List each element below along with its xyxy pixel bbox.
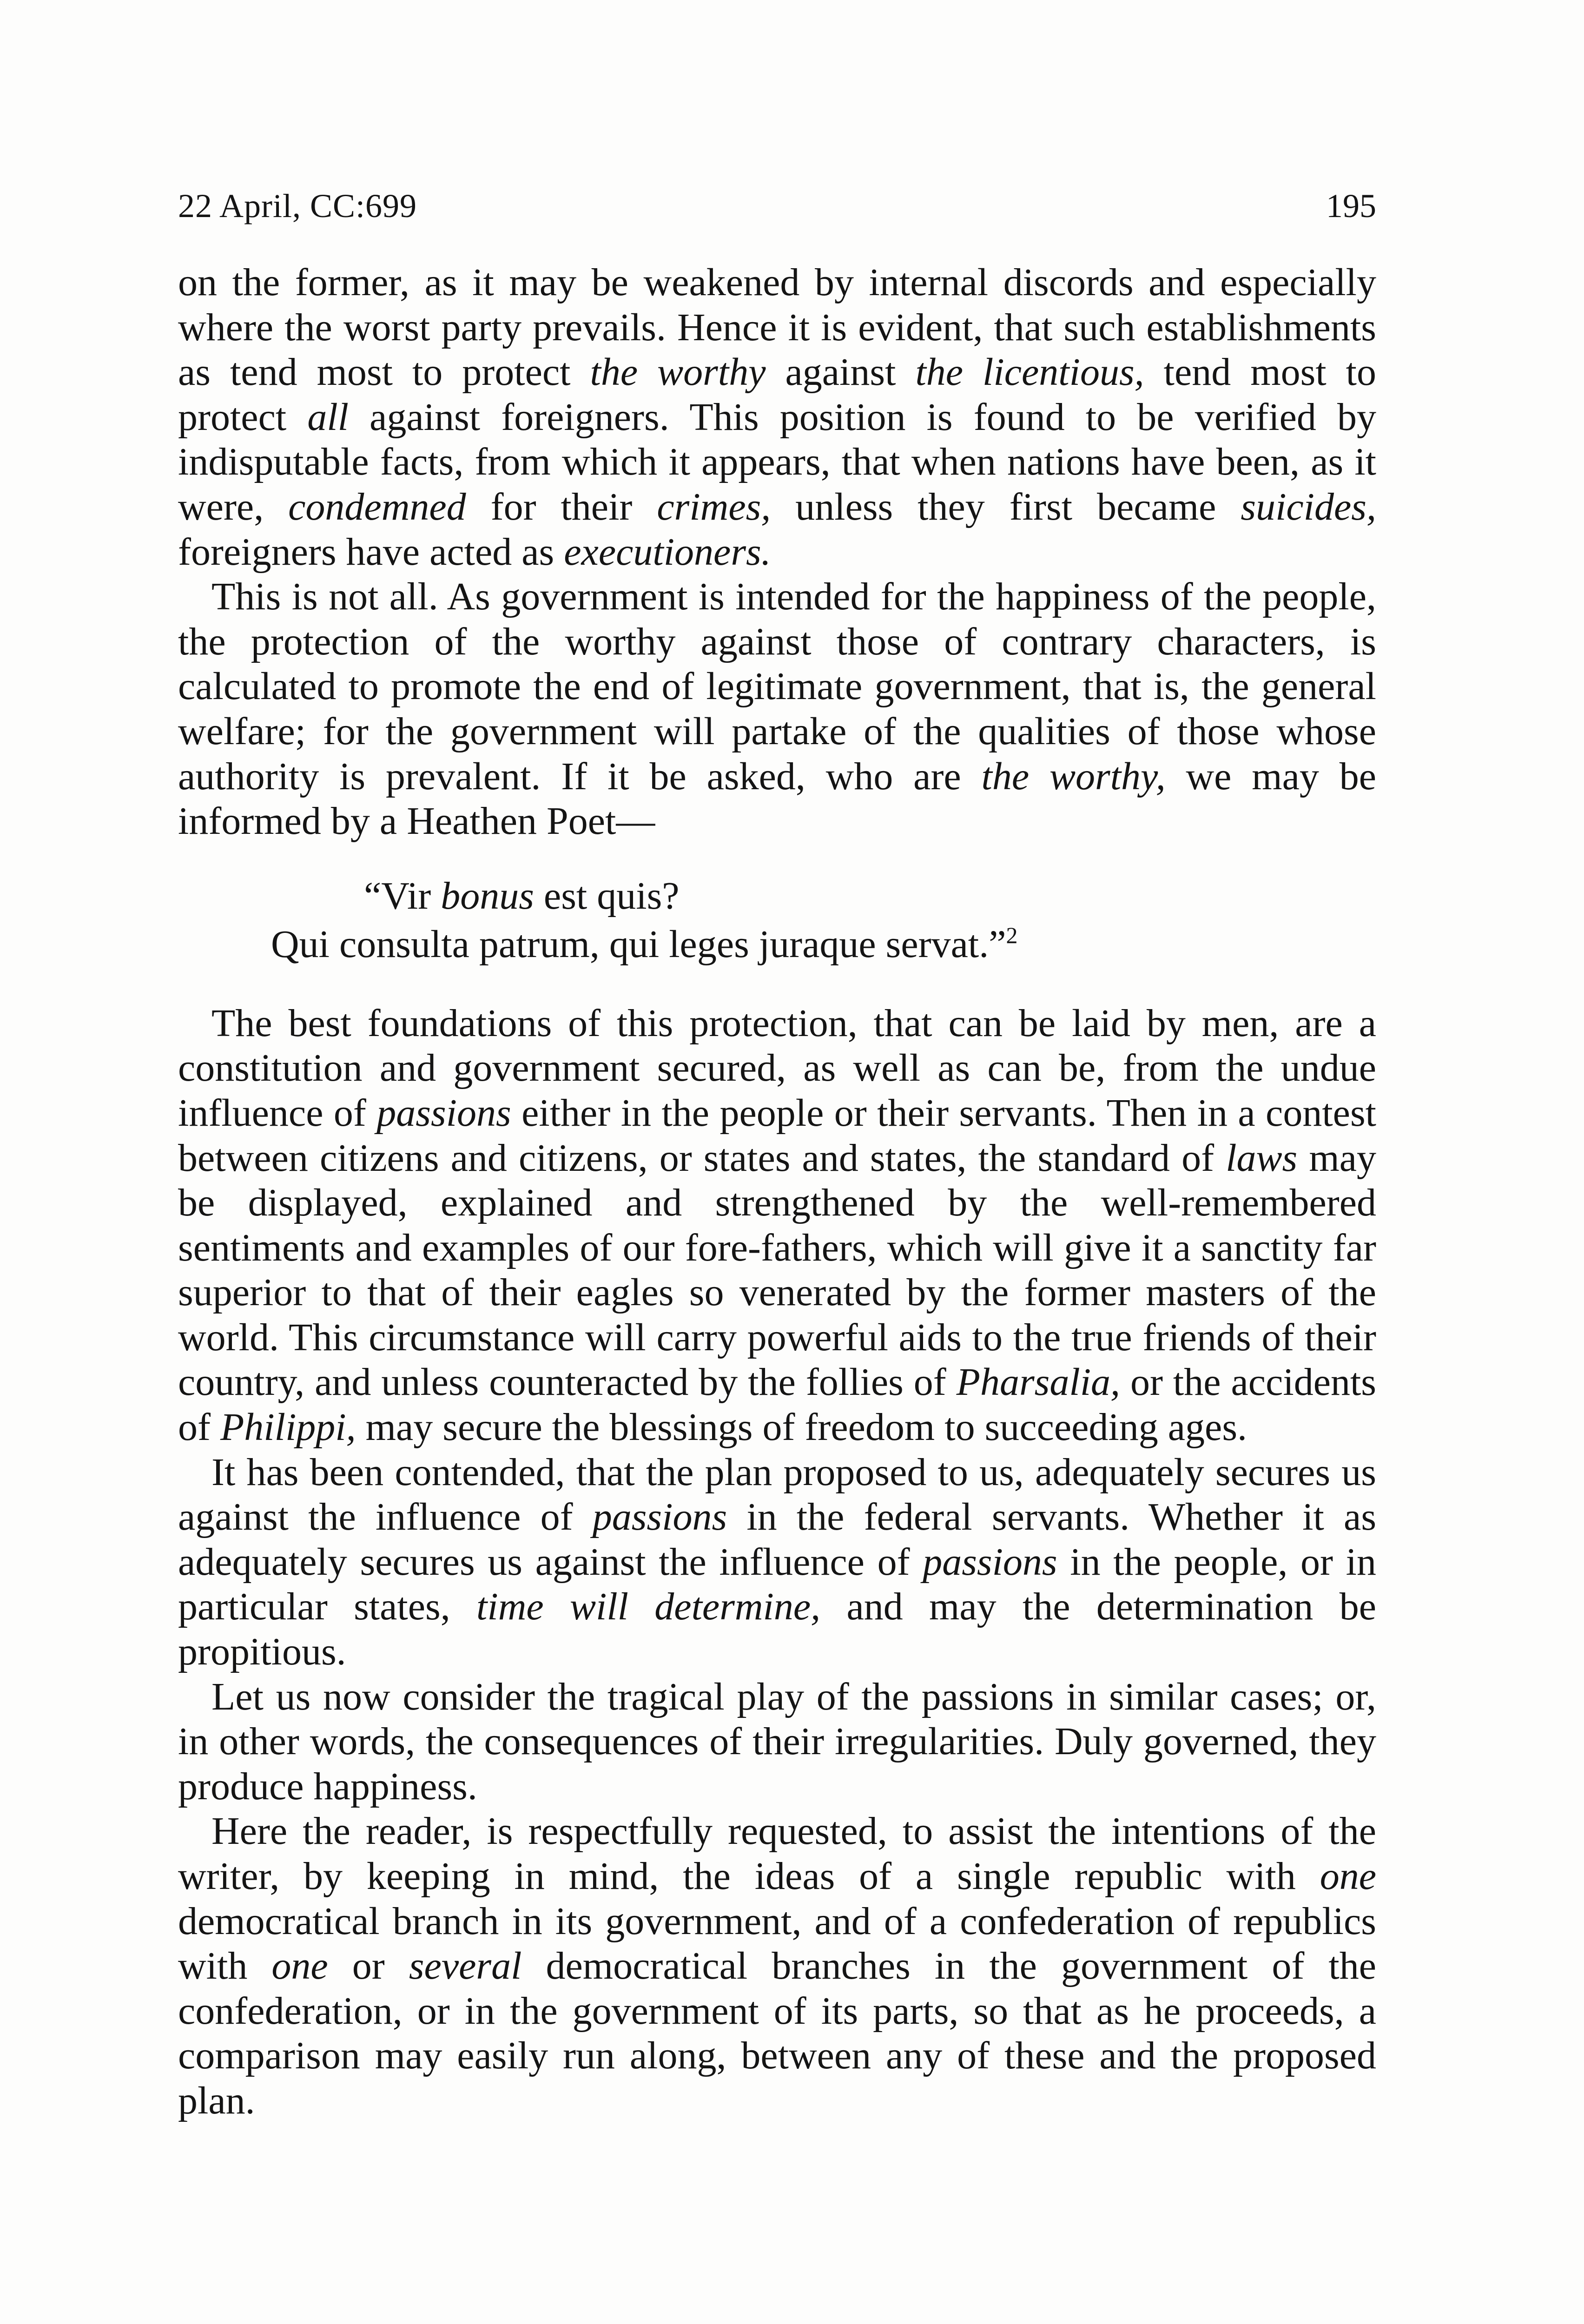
italic-text: several: [409, 1944, 522, 1988]
paragraph-2: This is not all. As government is intended for the happiness of the people, the protection of the worthy against those of contrary characters, is calculated to promote the end of legitimate government, that is, the general welfare; for the government will partake of the qualities of those whose authority is prevalent. If it be asked, who are the worthy, we may be informed by a Heathen Poet—: [178, 575, 1377, 843]
italic-text: executioners.: [564, 530, 771, 574]
running-head: [178, 180, 1376, 231]
italic-text: suicides,: [1241, 485, 1376, 528]
paragraph-5: Let us now consider the tragical play of the passions in similar cases; or, in other words, the consequences of their irregularities. Duly governed, they produce happiness.: [178, 1675, 1376, 1808]
footnote-marker: 2: [1006, 922, 1018, 948]
italic-text: the licentious,: [915, 350, 1144, 394]
paragraph-3: The best foundations of this protection, that can be laid by men, are a constitution and government secured, as well as can be, from the undue influence of passions either in the people or their servants. Then in a contest between citizens and citizens, or states and states, the standard of laws may be displayed, explained and strengthened by the well-remembered sentiments and examples of our fore-fathers, which will give it a sanctity far superior to that of their eagles so venerated by the former masters of the world. This circumstance will carry powerful aids to the true friends of their country, and unless counteracted by the follies of Pharsalia, or the accidents of Philippi, may secure the blessings of freedom to succeeding ages.: [178, 1001, 1376, 1449]
running-head-left: 22 April, CC:699: [178, 187, 417, 224]
italic-text: crimes,: [657, 485, 771, 528]
italic-text: bonus: [441, 874, 534, 918]
italic-text: one: [271, 1944, 328, 1988]
page-number: 195: [1326, 187, 1376, 224]
paragraph-6: Here the reader, is respectfully requested, to assist the intentions of the writer, by keeping in mind, the ideas of a single republic with one democratical branch in its government, and of a confederation of republics with one or several democratical branches in the government of the confederation, or in the government of its parts, so that as he proceeds, a comparison may easily run along, between any of these and the proposed plan.: [178, 1809, 1376, 2122]
italic-text: all: [307, 395, 349, 439]
italic-text: the worthy: [590, 350, 766, 394]
paragraph-1: on the former, as it may be weakened by internal discords and especially where the worst party prevails. Hence it is evident, that such establishments as tend most to protect the worthy against the licentious, tend most to protect all against foreigners. This position is found to be verified by indisputable facts, from which it appears, that when nations have been, as it were, condemned for their crimes, unless they first became suicides, foreigners have acted as executioners.: [178, 261, 1377, 574]
quote-line: “Vir bonus est quis?: [364, 874, 680, 918]
italic-text: laws: [1226, 1136, 1298, 1180]
italic-text: Philippi,: [220, 1406, 356, 1449]
italic-text: condemned: [288, 485, 466, 528]
italic-text: passions: [923, 1540, 1057, 1584]
italic-text: Pharsalia,: [956, 1360, 1121, 1404]
italic-text: passions: [592, 1495, 727, 1539]
italic-text: passions: [376, 1091, 511, 1135]
body-text: [178, 260, 1376, 2124]
quote-line: Qui consulta patrum, qui leges juraque servat.”$^2$: [271, 922, 1018, 966]
paragraph-4: It has been contended, that the plan proposed to us, adequately secures us against the influence of passions in the federal servants. Whether it as adequately secures us against the influence of passions in the people, or in particular states, time will determine, and may the determination be propitious.: [178, 1450, 1377, 1674]
italic-text: time will determine,: [476, 1585, 821, 1629]
italic-text: one: [1320, 1855, 1376, 1898]
verse-quote: [178, 872, 1376, 969]
italic-text: the worthy,: [981, 754, 1166, 798]
